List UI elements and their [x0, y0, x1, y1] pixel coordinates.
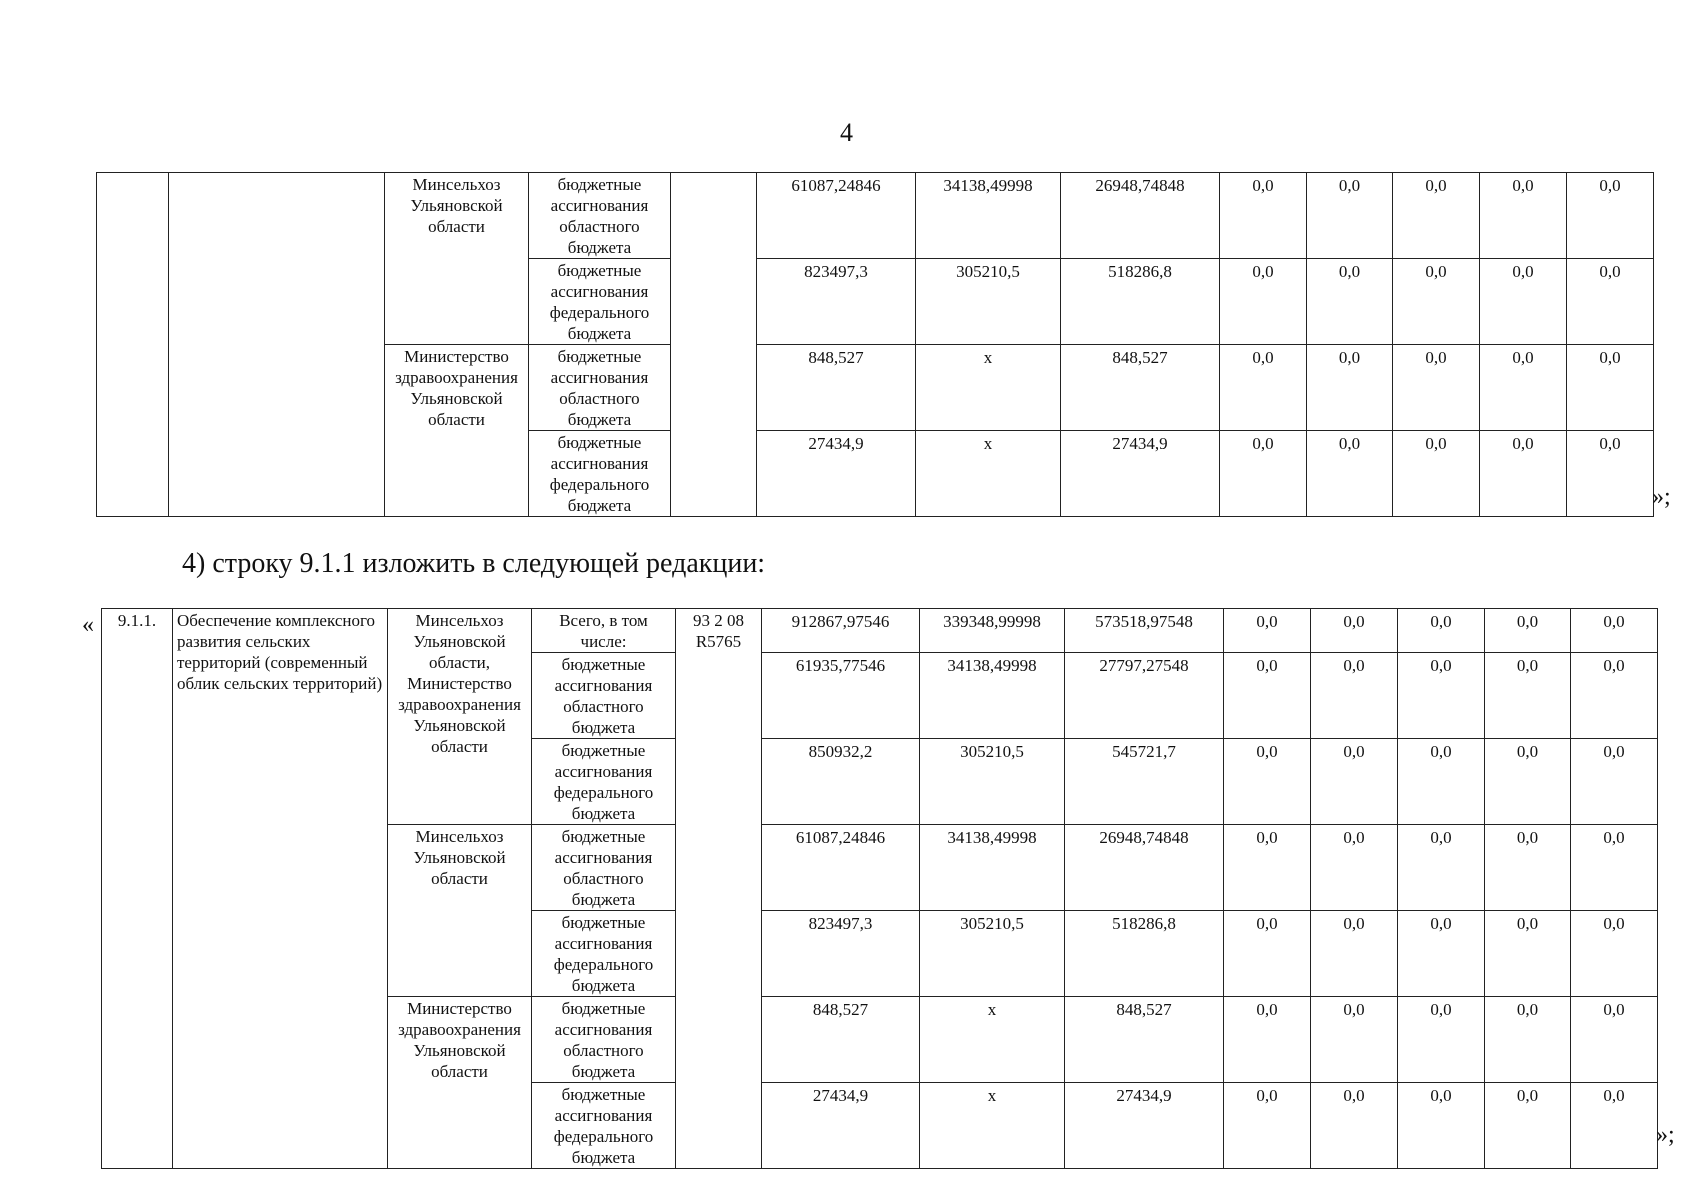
year-cell: 34138,49998	[916, 173, 1061, 259]
year-cell: 0,0	[1485, 653, 1571, 739]
year-cell: 0,0	[1398, 653, 1485, 739]
year-cell: 0,0	[1307, 345, 1393, 431]
event-name-cell	[169, 173, 385, 517]
year-cell: 848,527	[1061, 345, 1220, 431]
year-cell: 518286,8	[1061, 259, 1220, 345]
year-cell: 0,0	[1571, 609, 1658, 653]
year-cell: 545721,7	[1065, 739, 1224, 825]
year-cell: х	[920, 1083, 1065, 1169]
year-cell: 305210,5	[920, 739, 1065, 825]
year-cell: 0,0	[1311, 997, 1398, 1083]
code-cell	[671, 173, 757, 517]
source-cell: бюджетные ассигнования областного бюджета	[529, 173, 671, 259]
total-cell: 61087,24846	[762, 825, 920, 911]
year-cell: 0,0	[1571, 825, 1658, 911]
year-cell: 26948,74848	[1065, 825, 1224, 911]
year-cell: 0,0	[1398, 911, 1485, 997]
total-cell: 61087,24846	[757, 173, 916, 259]
year-cell: 848,527	[1065, 997, 1224, 1083]
year-cell: 0,0	[1393, 259, 1480, 345]
year-cell: 0,0	[1220, 173, 1307, 259]
table-row	[102, 609, 1658, 653]
closing-quote: »;	[1652, 484, 1671, 510]
total-cell: 27434,9	[762, 1083, 920, 1169]
year-cell: 0,0	[1485, 825, 1571, 911]
year-cell: 0,0	[1398, 997, 1485, 1083]
year-cell: 0,0	[1480, 345, 1567, 431]
year-cell: 0,0	[1571, 739, 1658, 825]
executor-cell: Минсельхоз Ульяновской области	[388, 825, 532, 997]
year-cell: 0,0	[1224, 739, 1311, 825]
year-cell: 0,0	[1224, 1083, 1311, 1169]
year-cell: 0,0	[1567, 259, 1654, 345]
budget-table-row-9-1-1	[101, 608, 1658, 1169]
year-cell: 339348,99998	[920, 609, 1065, 653]
source-cell: бюджетные ассигнования федерального бюджета	[529, 259, 671, 345]
year-cell: 0,0	[1485, 1083, 1571, 1169]
year-cell: 34138,49998	[920, 653, 1065, 739]
year-cell: 0,0	[1571, 997, 1658, 1083]
year-cell: 0,0	[1398, 609, 1485, 653]
total-cell: 27434,9	[757, 431, 916, 517]
budget-table-continuation	[96, 172, 1654, 517]
year-cell: 0,0	[1485, 609, 1571, 653]
year-cell: 0,0	[1571, 1083, 1658, 1169]
year-cell: 518286,8	[1065, 911, 1224, 997]
source-cell: бюджетные ассигнования областного бюджета	[532, 653, 676, 739]
source-cell: бюджетные ассигнования областного бюджета	[532, 997, 676, 1083]
year-cell: 0,0	[1480, 259, 1567, 345]
year-cell: 0,0	[1307, 259, 1393, 345]
total-cell: 61935,77546	[762, 653, 920, 739]
year-cell: 0,0	[1485, 997, 1571, 1083]
year-cell: 0,0	[1398, 825, 1485, 911]
year-cell: 0,0	[1485, 739, 1571, 825]
source-cell: бюджетные ассигнования федерального бюджета	[529, 431, 671, 517]
year-cell: 0,0	[1393, 173, 1480, 259]
year-cell: 27434,9	[1061, 431, 1220, 517]
year-cell: 0,0	[1224, 825, 1311, 911]
year-cell: 0,0	[1398, 739, 1485, 825]
total-cell: 848,527	[762, 997, 920, 1083]
year-cell: 0,0	[1311, 739, 1398, 825]
year-cell: 0,0	[1224, 997, 1311, 1083]
total-cell: 823497,3	[757, 259, 916, 345]
year-cell: 0,0	[1224, 609, 1311, 653]
year-cell: 0,0	[1307, 431, 1393, 517]
source-cell: бюджетные ассигнования областного бюджета	[529, 345, 671, 431]
year-cell: х	[920, 997, 1065, 1083]
table-row	[97, 173, 1654, 259]
year-cell: 0,0	[1311, 911, 1398, 997]
row-number-cell	[97, 173, 169, 517]
total-cell: 912867,97546	[762, 609, 920, 653]
year-cell: 0,0	[1393, 345, 1480, 431]
year-cell: 0,0	[1311, 653, 1398, 739]
year-cell: 0,0	[1311, 609, 1398, 653]
source-cell: бюджетные ассигнования федерального бюджета	[532, 1083, 676, 1169]
year-cell: 0,0	[1220, 431, 1307, 517]
year-cell: 0,0	[1398, 1083, 1485, 1169]
executor-cell: Минсельхоз Ульяновской области	[385, 173, 529, 345]
year-cell: 0,0	[1571, 911, 1658, 997]
executor-cell: Министерство здравоохранения Ульяновской области	[388, 997, 532, 1169]
year-cell: х	[916, 431, 1061, 517]
year-cell: 573518,97548	[1065, 609, 1224, 653]
year-cell: 0,0	[1224, 911, 1311, 997]
executor-cell: Министерство здравоохранения Ульяновской области	[385, 345, 529, 517]
opening-quote: «	[82, 612, 94, 638]
year-cell: 0,0	[1393, 431, 1480, 517]
year-cell: 0,0	[1567, 431, 1654, 517]
instruction-text: 4) строку 9.1.1 изложить в следующей редакции:	[182, 548, 766, 579]
total-cell: 850932,2	[762, 739, 920, 825]
year-cell: х	[916, 345, 1061, 431]
year-cell: 0,0	[1567, 345, 1654, 431]
year-cell: 0,0	[1311, 1083, 1398, 1169]
year-cell: 0,0	[1480, 431, 1567, 517]
source-cell: бюджетные ассигнования федерального бюджета	[532, 739, 676, 825]
year-cell: 0,0	[1220, 345, 1307, 431]
year-cell: 0,0	[1567, 173, 1654, 259]
closing-quote: »;	[1656, 1122, 1675, 1148]
year-cell: 305210,5	[916, 259, 1061, 345]
total-cell: 848,527	[757, 345, 916, 431]
executor-cell: Минсельхоз Ульяновской области, Министерство здравоохранения Ульяновской области	[388, 609, 532, 825]
year-cell: 0,0	[1571, 653, 1658, 739]
page-number: 4	[840, 118, 853, 147]
year-cell: 0,0	[1220, 259, 1307, 345]
year-cell: 27434,9	[1065, 1083, 1224, 1169]
year-cell: 0,0	[1485, 911, 1571, 997]
total-cell: 823497,3	[762, 911, 920, 997]
year-cell: 305210,5	[920, 911, 1065, 997]
row-number-cell: 9.1.1.	[102, 609, 173, 1169]
source-cell: бюджетные ассигнования федерального бюджета	[532, 911, 676, 997]
source-cell: Всего, в том числе:	[532, 609, 676, 653]
year-cell: 0,0	[1224, 653, 1311, 739]
source-cell: бюджетные ассигнования областного бюджета	[532, 825, 676, 911]
year-cell: 0,0	[1307, 173, 1393, 259]
year-cell: 27797,27548	[1065, 653, 1224, 739]
event-name-cell: Обеспечение комплексного развития сельских территорий (современный облик сельских территорий)	[173, 609, 388, 1169]
year-cell: 0,0	[1311, 825, 1398, 911]
code-cell: 93 2 08 R5765	[676, 609, 762, 1169]
year-cell: 34138,49998	[920, 825, 1065, 911]
year-cell: 26948,74848	[1061, 173, 1220, 259]
year-cell: 0,0	[1480, 173, 1567, 259]
